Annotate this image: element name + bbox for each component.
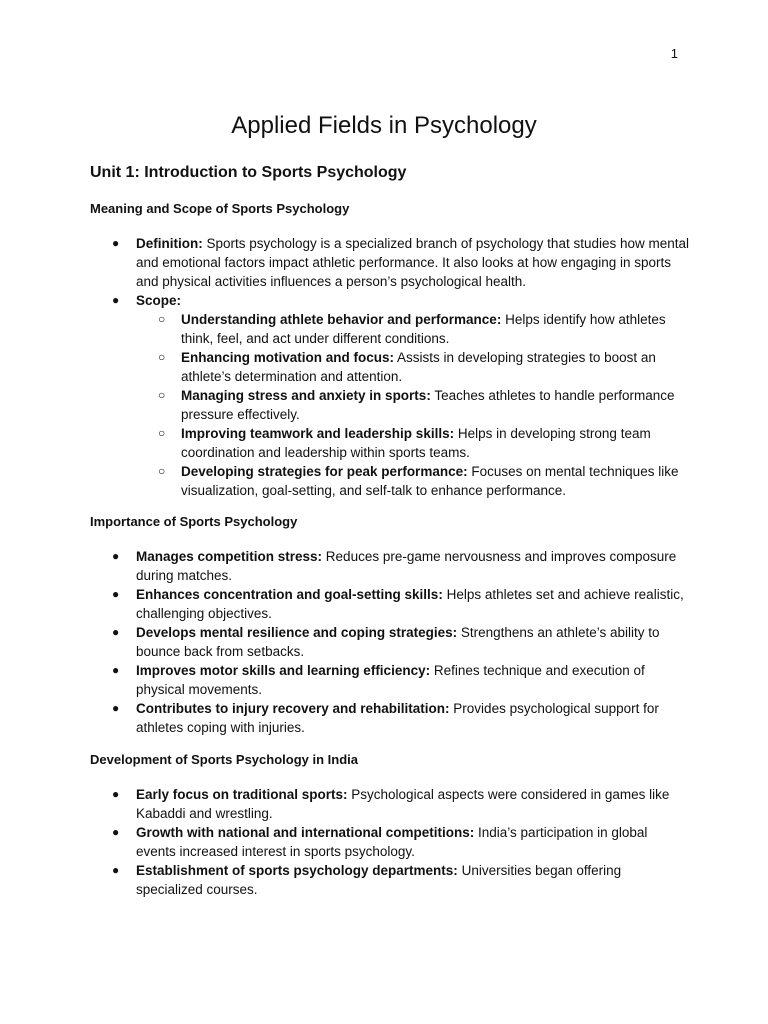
subitem-term: Managing stress and anxiety in sports: bbox=[181, 388, 431, 403]
item-text: Sports psychology is a specialized branch of psychology that studies how mental and emotional factors impact athletic performance. It also looks at how engaging in sports and physical activities influences a person’s psychological health. bbox=[136, 236, 690, 289]
subitem-text: Helps in developing strong team coordination and leadership within sports teams. bbox=[181, 426, 651, 460]
hollow-bullet-icon: ○ bbox=[158, 426, 166, 440]
bullet-icon: ● bbox=[112, 701, 120, 715]
list-item bbox=[90, 585, 690, 623]
item-term: Establishment of sports psychology departments: bbox=[136, 863, 458, 878]
sublist-item bbox=[136, 348, 690, 386]
subitem-term: Improving teamwork and leadership skills: bbox=[181, 426, 455, 441]
section-heading-meaning-scope: Meaning and Scope of Sports Psychology bbox=[90, 201, 350, 216]
list-item bbox=[90, 547, 690, 585]
item-text: Refines technique and execution of physical movements. bbox=[136, 663, 645, 697]
importance-list bbox=[90, 547, 690, 737]
scope-sublist bbox=[136, 310, 690, 500]
list-item bbox=[90, 623, 690, 661]
hollow-bullet-icon: ○ bbox=[158, 388, 166, 402]
item-text: Helps athletes set and achieve realistic, challenging objectives. bbox=[136, 587, 684, 621]
list-item bbox=[90, 861, 690, 899]
list-item bbox=[90, 785, 690, 823]
item-term: Enhances concentration and goal-setting skills: bbox=[136, 587, 443, 602]
item-text: Reduces pre-game nervousness and improves composure during matches. bbox=[136, 549, 677, 583]
item-text: Universities began offering specialized courses. bbox=[136, 863, 622, 897]
list-item bbox=[90, 699, 690, 737]
sublist-item bbox=[136, 424, 690, 462]
subitem-text: Focuses on mental techniques like visualization, goal-setting, and self-talk to enhance performance. bbox=[181, 464, 679, 498]
unit-heading: Unit 1: Introduction to Sports Psychology bbox=[90, 164, 407, 181]
development-india-list bbox=[90, 785, 690, 899]
meaning-scope-list bbox=[90, 234, 690, 500]
subitem-term: Enhancing motivation and focus: bbox=[181, 350, 395, 365]
subitem-term: Developing strategies for peak performance: bbox=[181, 464, 468, 479]
bullet-icon: ● bbox=[112, 663, 120, 677]
bullet-icon: ● bbox=[112, 549, 120, 563]
item-term: Manages competition stress: bbox=[136, 549, 323, 564]
sublist-item bbox=[136, 310, 690, 348]
bullet-icon: ● bbox=[112, 863, 120, 877]
sublist-item bbox=[136, 462, 690, 500]
bullet-icon: ● bbox=[112, 825, 120, 839]
hollow-bullet-icon: ○ bbox=[158, 350, 166, 364]
bullet-icon: ● bbox=[112, 587, 120, 601]
hollow-bullet-icon: ○ bbox=[158, 312, 166, 326]
bullet-icon: ● bbox=[112, 787, 120, 801]
subitem-term: Understanding athlete behavior and performance: bbox=[181, 312, 502, 327]
item-term: Growth with national and international competitions: bbox=[136, 825, 475, 840]
item-text: India’s participation in global events increased interest in sports psychology. bbox=[136, 825, 648, 859]
item-term: Develops mental resilience and coping strategies: bbox=[136, 625, 458, 640]
item-term: Definition: bbox=[136, 236, 203, 251]
item-text: Provides psychological support for athletes coping with injuries. bbox=[136, 701, 659, 735]
bullet-icon: ● bbox=[112, 236, 120, 250]
item-term: Scope: bbox=[136, 293, 182, 308]
subitem-text: Teaches athletes to handle performance pressure effectively. bbox=[181, 388, 675, 422]
list-item bbox=[90, 234, 690, 291]
subitem-text: Helps identify how athletes think, feel, and act under different conditions. bbox=[181, 312, 666, 346]
hollow-bullet-icon: ○ bbox=[158, 464, 166, 478]
bullet-icon: ● bbox=[112, 293, 120, 307]
sublist-item bbox=[136, 386, 690, 424]
section-heading-development-india: Development of Sports Psychology in India bbox=[90, 752, 358, 767]
list-item bbox=[90, 661, 690, 699]
item-term: Contributes to injury recovery and rehabilitation: bbox=[136, 701, 450, 716]
item-term: Improves motor skills and learning efficiency: bbox=[136, 663, 431, 678]
subitem-text: Assists in developing strategies to boost an athlete’s determination and attention. bbox=[181, 350, 656, 384]
item-text: Strengthens an athlete’s ability to bounce back from setbacks. bbox=[136, 625, 660, 659]
document-title: Applied Fields in Psychology bbox=[231, 112, 537, 139]
item-text: Psychological aspects were considered in games like Kabaddi and wrestling. bbox=[136, 787, 670, 821]
list-item bbox=[90, 291, 690, 500]
bullet-icon: ● bbox=[112, 625, 120, 639]
list-item bbox=[90, 823, 690, 861]
item-term: Early focus on traditional sports: bbox=[136, 787, 348, 802]
section-heading-importance: Importance of Sports Psychology bbox=[90, 514, 298, 529]
page-number: 1 bbox=[670, 46, 678, 61]
